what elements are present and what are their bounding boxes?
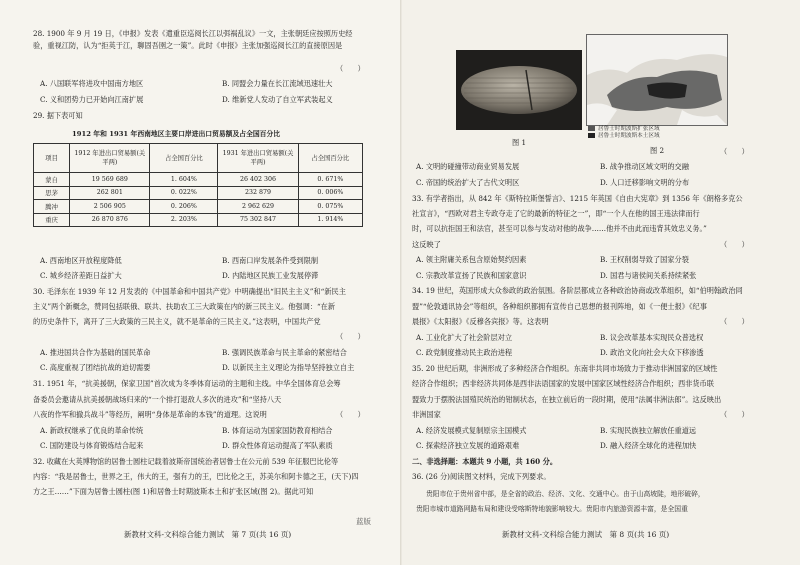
q33-option-b[interactable]: B. 王权削弱导致了国家分裂 bbox=[600, 255, 689, 264]
q29-option-a[interactable]: A. 西南地区开放程度降低 bbox=[40, 256, 122, 265]
q31-line-3: 八夜的作军和撤兵战斗”等经历，阐明“身体是革命的本钱”的道理。这说明 bbox=[33, 410, 267, 419]
table-cell: 思茅 bbox=[34, 186, 70, 200]
figure-2-map bbox=[586, 34, 728, 126]
q30-option-d[interactable]: D. 以新民主主义理论为指导坚持独立自主 bbox=[222, 363, 355, 372]
q29-stem: 29. 据下表可知 bbox=[33, 111, 83, 120]
legend-expansion: 居鲁士时期波斯扩张区域 bbox=[598, 126, 660, 132]
table-cell: 232 879 bbox=[218, 186, 298, 200]
table-header: 1931 年进出口贸易额(关平两) bbox=[218, 144, 298, 173]
legend-homeland: 居鲁士时期波斯本土区域 bbox=[598, 133, 660, 139]
table-row bbox=[34, 173, 363, 187]
q34-option-d[interactable]: D. 政治文化向社会大众下移渗透 bbox=[600, 348, 704, 357]
q33-line-2: 社宣言》，“西欧对君主专政夺走了它的最新的特征之一”，即“一个人在他的国王违法律而行 bbox=[412, 209, 700, 218]
q30-option-c[interactable]: C. 高度重视了团结抗战的迫切需要 bbox=[40, 363, 151, 372]
q29-option-b[interactable]: B. 西南口岸发展条件受到限制 bbox=[222, 256, 319, 265]
table-cell: 26 402 306 bbox=[218, 173, 298, 187]
q32-option-b[interactable]: B. 战争推动区域文明的交融 bbox=[600, 162, 689, 171]
table-header: 项目 bbox=[34, 144, 70, 173]
q32-option-d[interactable]: D. 人口迁移影响文明的分布 bbox=[600, 178, 690, 187]
table-cell: 2 506 905 bbox=[70, 200, 150, 214]
q32-line-2: 内容：“我是居鲁士，世界之王，伟大的王，强有力的王，巴比伦之王，苏美尔和阿卡德之王，(天下)四 bbox=[33, 472, 359, 481]
q35-answer-paren: （ ） bbox=[720, 410, 749, 419]
q34-option-c[interactable]: C. 政党制度推动民主政治进程 bbox=[416, 348, 513, 357]
q28-option-a[interactable]: A. 八国联军将进攻中国南方地区 bbox=[40, 79, 144, 88]
edition-stamp: 蓝版 bbox=[356, 517, 371, 526]
q30-line-2: 主义”两个新概念，赞同包括联俄、联共、扶助农工三大政策在内的新三民主义。他强调：“在新 bbox=[33, 302, 336, 311]
q36-stem: 36. (26 分)阅读图文材料，完成下列要求。 bbox=[412, 472, 551, 481]
table-header: 1912 年进出口贸易额(关平两) bbox=[70, 144, 150, 173]
q34-line-1: 34. 19 世纪，英国形成大众参政的政治氛围。各阶层都成立各种政治协商或改革组织，如“伯明翰政治同 bbox=[412, 286, 743, 295]
legend-swatch-expansion bbox=[588, 126, 595, 131]
table-cell: 262 801 bbox=[70, 186, 150, 200]
q30-answer-paren: （ ） bbox=[336, 332, 365, 341]
q35-option-c[interactable]: C. 探索经济独立发展的道路艰难 bbox=[416, 441, 520, 450]
q32-option-c[interactable]: C. 帝国的统治扩大了古代文明区 bbox=[416, 178, 520, 187]
q32-line-1: 32. 收藏在大英博物馆的居鲁士圆柱记载着波斯帝国统治者居鲁士在公元前 539 年征服巴比伦等 bbox=[33, 457, 339, 466]
table-cell: 0. 006% bbox=[298, 186, 362, 200]
q33-line-1: 33. 有学者指出，从 842 年《斯特拉斯堡誓言》、1215 年英国《自由大宪章》到 1356 年《朗格多克公 bbox=[412, 194, 743, 203]
q29-trade-table bbox=[33, 143, 363, 227]
q28-answer-paren: （ ） bbox=[336, 64, 365, 73]
table-cell: 0. 022% bbox=[150, 186, 218, 200]
q35-line-1: 35. 20 世纪后期，非洲形成了多种经济合作组织。东南非共同市场致力于推动非洲国家的区域性 bbox=[412, 364, 718, 373]
q33-answer-paren: （ ） bbox=[720, 240, 749, 249]
q30-line-3: 的历史条件下，离开了三大政策的三民主义，就不是革命的三民主义。”这表明，中国共产党 bbox=[33, 317, 321, 326]
q33-option-a[interactable]: A. 领主附庸关系包含原始契约因素 bbox=[416, 255, 527, 264]
table-cell: 75 302 847 bbox=[218, 213, 298, 227]
right-page-footer: 新教材文科-文科综合能力测试 第 8 页(共 16 页) bbox=[502, 530, 670, 539]
q33-option-d[interactable]: D. 国君与诸侯间关系持续紧张 bbox=[600, 271, 697, 280]
q29-option-d[interactable]: D. 内陆地区民族工业发展停滞 bbox=[222, 271, 319, 280]
q34-answer-paren: （ ） bbox=[720, 317, 749, 326]
table-cell: 腾冲 bbox=[34, 200, 70, 214]
q35-line-3: 盟致力于摆脱法国殖民统治的钳制状态，在独立前后的一段时期，使用“法属非洲法郎”。这反映出 bbox=[412, 395, 722, 404]
table-cell: 0. 671% bbox=[298, 173, 362, 187]
table-row bbox=[34, 213, 363, 227]
q31-option-a[interactable]: A. 新政权继承了优良的革命传统 bbox=[40, 426, 144, 435]
q32-option-a[interactable]: A. 文明的碰撞带动商业贸易发展 bbox=[416, 162, 520, 171]
q30-option-b[interactable]: B. 强调民族革命与民主革命的紧密结合 bbox=[222, 348, 347, 357]
q31-answer-paren: （ ） bbox=[336, 410, 365, 419]
part-two-heading: 二、非选择题：本题共 9 小题，共 160 分。 bbox=[412, 457, 558, 466]
table-cell: 0. 075% bbox=[298, 200, 362, 214]
q28-option-b[interactable]: B. 同盟会力量在长江流域迅速壮大 bbox=[222, 79, 333, 88]
table-cell: 2 962 629 bbox=[218, 200, 298, 214]
table-cell: 1. 604% bbox=[150, 173, 218, 187]
q35-option-b[interactable]: B. 实现民族独立解放任重道远 bbox=[600, 426, 697, 435]
q29-table-caption: 1912 年和 1931 年西南地区主要口岸进出口贸易额及占全国百分比 bbox=[72, 130, 281, 138]
figure-2-caption: 图 2 bbox=[650, 146, 665, 155]
q30-option-a[interactable]: A. 推进国共合作为基础的国民革命 bbox=[40, 348, 151, 357]
q34-option-a[interactable]: A. 工业化扩大了社会阶层对立 bbox=[416, 333, 513, 342]
table-cell: 1. 914% bbox=[298, 213, 362, 227]
q32-answer-paren: （ ） bbox=[720, 147, 749, 156]
table-cell: 蒙自 bbox=[34, 173, 70, 187]
q31-line-2: 备委员会邀请从抗美援朝战场归来的“一个排打退敌人多次的进攻”和“坚持八天 bbox=[33, 395, 282, 404]
q34-line-3: 晨报》《太阳报》《反穆各宾报》等。这表明 bbox=[412, 317, 549, 326]
q31-line-1: 31. 1951 年，“抗美援朝，保家卫国”首次成为冬季体育运动的主题和主线。中华全国体育总会筹 bbox=[33, 379, 341, 388]
legend-swatch-homeland bbox=[588, 133, 595, 138]
table-cell: 2. 203% bbox=[150, 213, 218, 227]
q35-line-2: 经济合作组织；西非经济共同体是西非法语国家的发展中国家区域性经济合作组织；西非货币联 bbox=[412, 379, 714, 388]
q35-option-a[interactable]: A. 经济发展模式复制原宗主国模式 bbox=[416, 426, 527, 435]
q31-option-d[interactable]: D. 群众性体育运动提高了军队素质 bbox=[222, 441, 333, 450]
q35-line-4: 非洲国家 bbox=[412, 410, 441, 419]
q28-option-d[interactable]: D. 维新党人发动了自立军武装起义 bbox=[222, 95, 333, 104]
q35-option-d[interactable]: D. 融入经济全球化的进程加快 bbox=[600, 441, 697, 450]
q33-option-c[interactable]: C. 宗教改革宣扬了民族和国家意识 bbox=[416, 271, 527, 280]
q36-material-line-1: 贵阳市位于贵州省中部，是全省的政治、经济、文化、交通中心。由于山高坡陡，地形破碎， bbox=[426, 490, 705, 498]
left-page-footer: 新教材文科-文科综合能力测试 第 7 页(共 16 页) bbox=[124, 530, 292, 539]
table-row bbox=[34, 186, 363, 200]
q34-line-2: 盟”“伦敦通讯协会”等组织，各种组织都拥有宣传自己思想的报刊阵地，如《一便士报》《纪事 bbox=[412, 302, 707, 311]
table-header-row bbox=[34, 144, 363, 173]
table-cell: 26 870 876 bbox=[70, 213, 150, 227]
figure-1-caption: 图 1 bbox=[512, 138, 527, 147]
q34-option-b[interactable]: B. 议会改革基本实现民众普选权 bbox=[600, 333, 704, 342]
q31-option-c[interactable]: C. 国防建设与体育锻炼结合起来 bbox=[40, 441, 144, 450]
table-row bbox=[34, 200, 363, 214]
q33-line-3: 时，可以抗拒国王和法官，甚至可以参与发动对他的战争……他并不由此而违背其效忠义务。” bbox=[412, 224, 707, 233]
persia-map-image bbox=[587, 35, 727, 125]
q36-material-line-2: 贵阳市城市道路网路布局和建设受喀斯特地貌影响较大。贵阳市内旅游资源丰富，是全国重 bbox=[416, 505, 688, 513]
table-header: 占全国百分比 bbox=[150, 144, 218, 173]
q32-line-3: 方之王……”下面为居鲁士圆柱(图 1)和居鲁士时期波斯本土和扩张区域(图 2)。据此可知 bbox=[33, 487, 314, 496]
q29-option-c[interactable]: C. 城乡经济差距日益扩大 bbox=[40, 271, 122, 280]
q31-option-b[interactable]: B. 体育运动为国家国防教育相结合 bbox=[222, 426, 333, 435]
q28-option-c[interactable]: C. 义和团势力已开始向江南扩展 bbox=[40, 95, 144, 104]
table-cell: 19 569 689 bbox=[70, 173, 150, 187]
q28-line-2: 验，重视江防，认为“拒英于江，聊固吾圉之一策”。此时《申报》主张加强巡阅长江的直接原因是 bbox=[33, 41, 343, 50]
table-cell: 0. 206% bbox=[150, 200, 218, 214]
right-page bbox=[402, 0, 800, 565]
q30-line-1: 30. 毛泽东在 1939 年 12 月发表的《中国革命和中国共产党》中明确提出“旧民主主义”和“新民主 bbox=[33, 287, 346, 296]
q33-line-4: 这反映了 bbox=[412, 240, 441, 249]
cyrus-cylinder-image bbox=[456, 50, 582, 130]
table-cell: 重庆 bbox=[34, 213, 70, 227]
q28-line-1: 28. 1900 年 9 月 19 日，《申报》发表《遣重臣巡阅长江以弭祸乱议》一文，主张朝廷应按照历史经 bbox=[33, 29, 353, 38]
figure-1-photo bbox=[456, 50, 582, 130]
table-header: 占全国百分比 bbox=[298, 144, 362, 173]
